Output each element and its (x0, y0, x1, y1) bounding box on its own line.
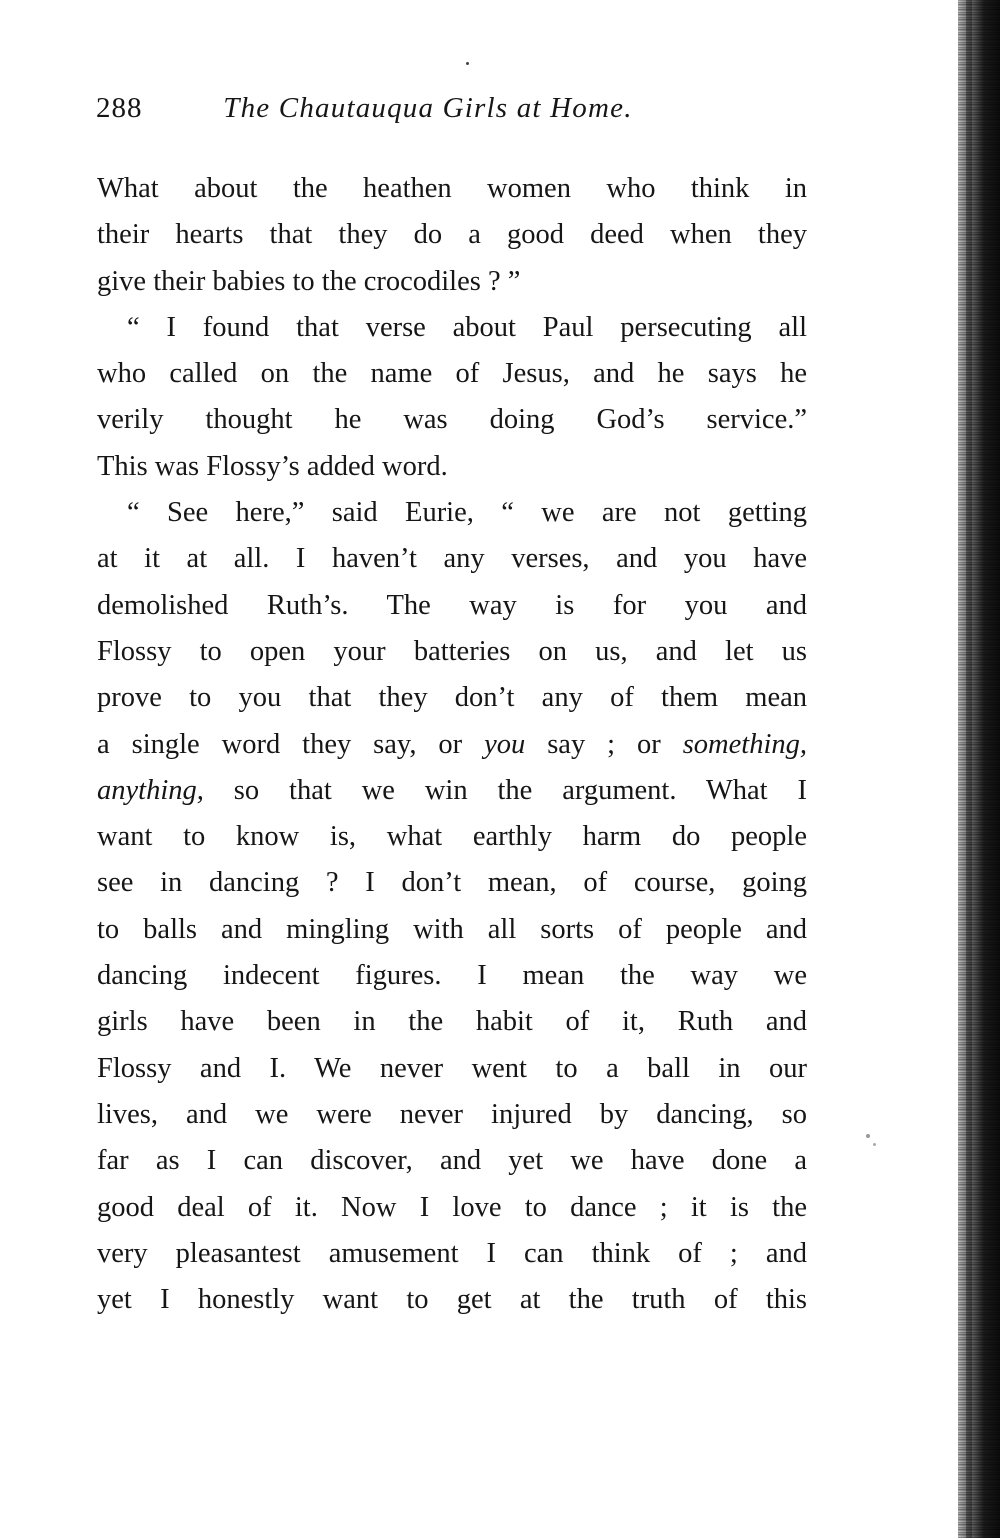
text-line (97, 583, 807, 629)
running-title: The Chautauqua Girls at Home. (223, 92, 633, 124)
page-edge-shadow (958, 0, 1000, 1538)
text-line (97, 1092, 807, 1138)
italic-text: something, (682, 728, 808, 760)
text-line (97, 860, 807, 906)
text-line (97, 1185, 807, 1231)
page-gutter-shade (966, 0, 972, 1538)
text-segment: Flossy and I. We never went to a ball in our (97, 1052, 807, 1084)
text-line (97, 907, 807, 953)
text-line (97, 444, 807, 490)
text-segment: dancing indecent figures. I mean the way we (97, 960, 807, 992)
text-segment: a single word they say, or (97, 728, 485, 760)
text-segment: This was Flossy’s added word. (97, 450, 448, 482)
page-number: 288 (96, 92, 143, 124)
print-speck (873, 1143, 876, 1146)
text-segment: see in dancing ? I don’t mean, of course, going (97, 867, 807, 899)
text-segment: “ See here,” said Eurie, “ we are not getting (127, 497, 807, 529)
text-line (97, 1277, 807, 1323)
text-segment: want to know is, what earthly harm do people (97, 821, 807, 853)
text-line (97, 768, 807, 814)
text-line (97, 953, 807, 999)
text-line (97, 305, 807, 351)
text-line (97, 999, 807, 1045)
text-line (97, 629, 807, 675)
text-segment: Flossy to open your batteries on us, and let us (97, 635, 807, 667)
text-segment: “ I found that verse about Paul persecuting all (127, 311, 807, 343)
text-segment: very pleasantest amusement I can think of ; and (97, 1237, 807, 1269)
text-segment: their hearts that they do a good deed when they (97, 219, 807, 251)
text-segment: good deal of it. Now I love to dance ; it is the (97, 1191, 807, 1223)
text-segment: so that we win the argument. What I (203, 774, 807, 806)
italic-text: you (484, 728, 526, 760)
text-line (97, 1231, 807, 1277)
text-line (97, 490, 807, 536)
text-segment: girls have been in the habit of it, Ruth and (97, 1006, 807, 1038)
text-segment: who called on the name of Jesus, and he says he (97, 358, 807, 390)
text-segment: prove to you that they don’t any of them mean (97, 682, 807, 714)
text-segment: yet I honestly want to get at the truth of this (97, 1284, 807, 1316)
running-head (96, 88, 816, 128)
text-line (97, 259, 807, 305)
text-line (97, 536, 807, 582)
text-line (97, 212, 807, 258)
text-line (97, 351, 807, 397)
text-segment: lives, and we were never injured by dancing, so (97, 1098, 807, 1130)
text-line (97, 166, 807, 212)
text-segment: verily thought he was doing God’s service.” (97, 404, 807, 436)
text-line (97, 1046, 807, 1092)
text-segment: to balls and mingling with all sorts of people and (97, 913, 807, 945)
text-line (97, 814, 807, 860)
text-line (97, 722, 807, 768)
text-segment: give their babies to the crocodiles ? ” (97, 265, 521, 297)
text-segment: at it at all. I haven’t any verses, and you have (97, 543, 807, 575)
italic-text: anything, (97, 774, 204, 806)
text-line (97, 1138, 807, 1184)
text-segment: What about the heathen women who think in (97, 173, 807, 204)
print-speck (466, 62, 469, 65)
body-text (97, 166, 807, 1323)
text-segment: demolished Ruth’s. The way is for you and (97, 589, 807, 621)
text-segment: far as I can discover, and yet we have done a (97, 1145, 807, 1177)
text-segment: say ; or (525, 728, 683, 760)
text-line (97, 397, 807, 443)
text-line (97, 675, 807, 721)
print-speck (866, 1134, 870, 1138)
